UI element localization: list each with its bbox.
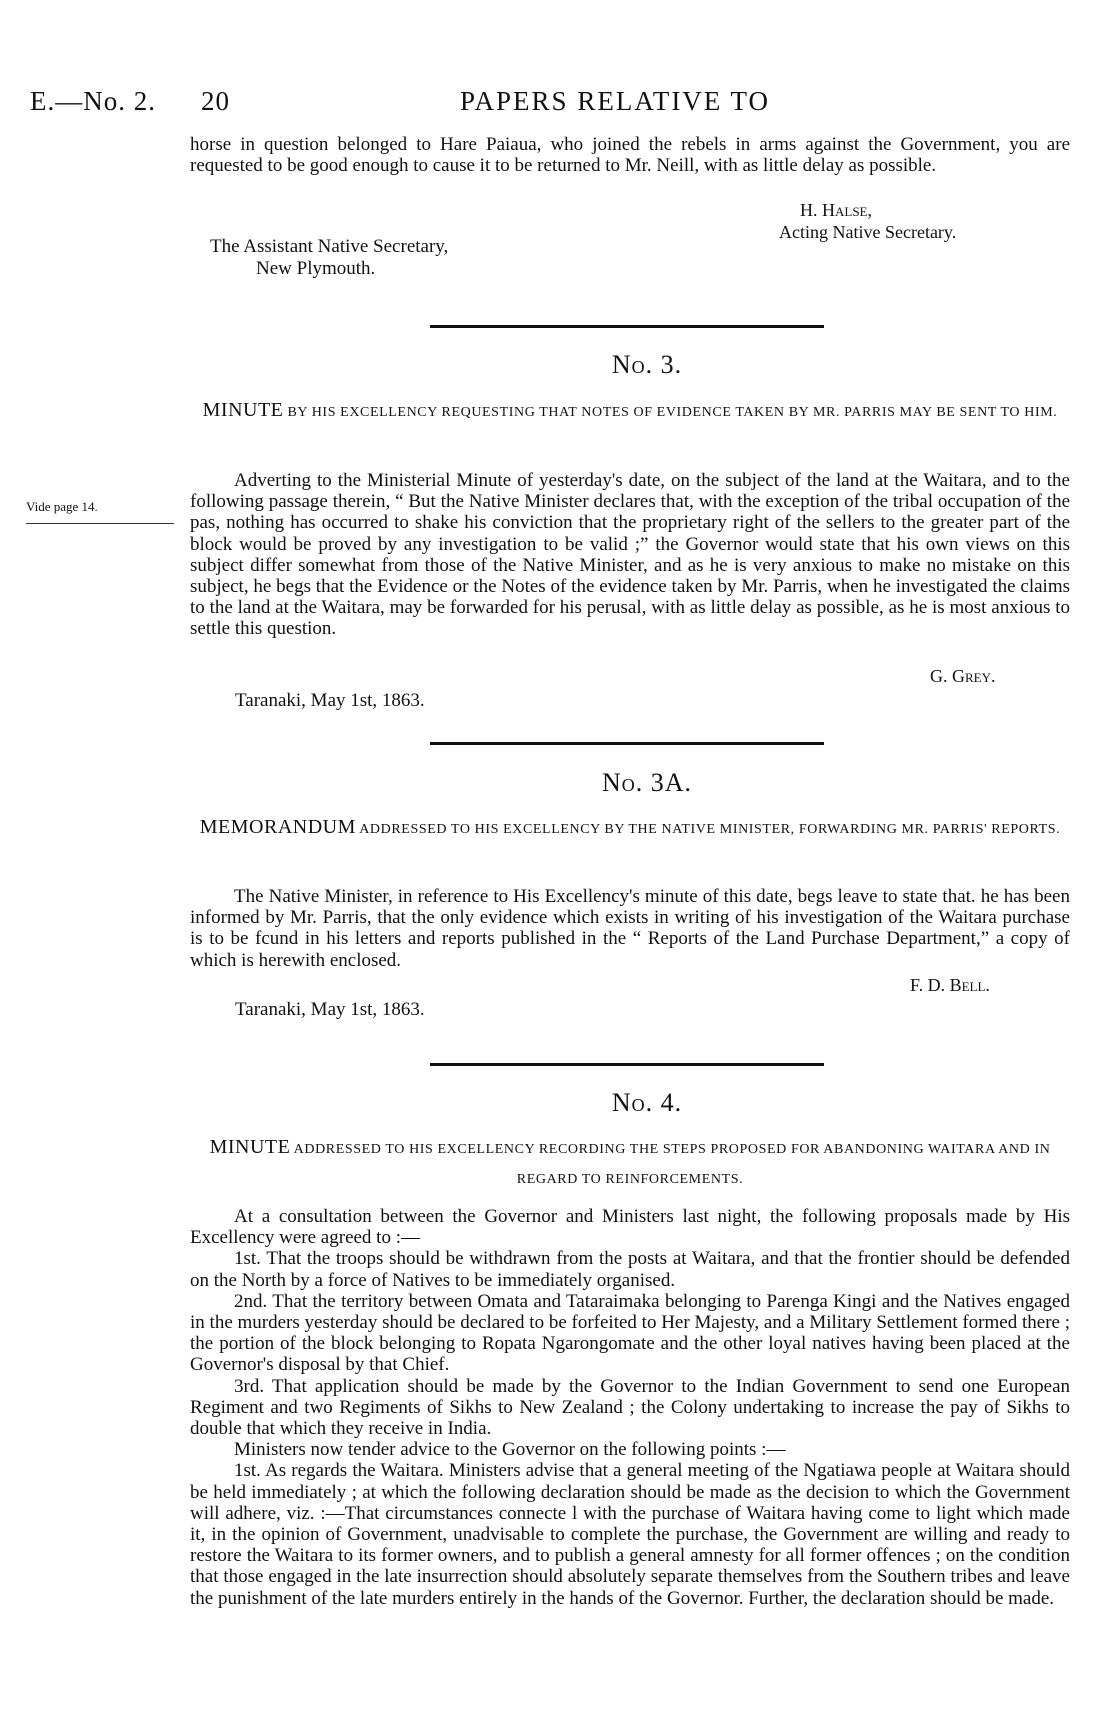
no4-paragraph: 1st. As regards the Waitara. Ministers advise that a general meeting of the Ngatiawa people at Waitara should be held immediately ; at which the following declaration should be made as the decision to which the Government will adhere, viz. :—That circumstances connecte l with the purchase of Waitara having come to light which made it, in the opinion of Government, unadvisable to complete the purchase, the Government are willing and ready to restore the Waitara to its former owners, and to publish a general amnesty for all former offences ; on the condition that those engaged in the late insurrection should absolutely separate themselves from the Southern tribes and leave the punishment of the late murders entirely in the hands of the Governor. Further, the declaration should be made. xyxy=(190,1460,1070,1609)
page-number: 20 xyxy=(201,86,230,116)
no4-body xyxy=(190,1206,1070,1609)
section-number-no4: No. 4. xyxy=(611,1088,683,1117)
heading-lead-word: MINUTE xyxy=(202,399,284,421)
running-title: PAPERS RELATIVE TO xyxy=(460,86,771,116)
no3a-body: The Native Minister, in reference to His Excellency's minute of this date, begs leave to state that. he has been informed by Mr. Parris, that the only evidence which exists in writing of his investigation of the Waitara purchase is to be fcund in his letters and reports published in the “ Reports of the Land Purchase Department,” a copy of which is herewith enclosed. xyxy=(190,886,1070,971)
section-divider xyxy=(430,325,824,328)
no4-paragraph: 1st. That the troops should be withdrawn from the posts at Waitara, and that the frontier should be defended on the North by a force of Natives to be immediately organised. xyxy=(190,1248,1070,1291)
no3-signature: G. Grey. xyxy=(930,666,996,686)
section-number-no3: No. 3. xyxy=(611,350,683,379)
section-divider xyxy=(430,1063,824,1066)
section-heading-no4 xyxy=(190,1132,1070,1195)
addressee-line-1: The Assistant Native Secretary, xyxy=(210,236,449,257)
heading-rest: ADDRESSED TO HIS EXCELLENCY RECORDING THE STEPS PROPOSED FOR ABANDONING WAITARA AND IN REGARD TO REINFORCEMENTS. xyxy=(290,1142,1051,1187)
no4-paragraph: Ministers now tender advice to the Governor on the following points :— xyxy=(234,1439,786,1461)
letter-signature-title: Acting Native Secretary. xyxy=(779,222,957,242)
no3a-place-date: Taranaki, May 1st, 1863. xyxy=(235,999,425,1020)
section-heading-no3 xyxy=(190,395,1070,428)
no3-body: Adverting to the Ministerial Minute of yesterday's date, on the subject of the land at the Waitara, and to the following passage therein, “ But the Native Minister declares that, with the exception of the tribal occupation of the pas, nothing has occurred to shake his conviction that the proprietary right of the sellers to the greater part of the block would be proved by any investigation to be valid ;” the Governor would state that his own views on this subject differ somewhat from those of the Native Minister, and as he is very anxious to make no mistake on this subject, he begs that the Evidence or the Notes of the evidence taken by Mr. Parris, when he investigated the claims to the land at the Waitara, may be forwarded for his perusal, with as little delay as possible, as he is most anxious to settle this question. xyxy=(190,470,1070,640)
no4-paragraph: 2nd. That the territory between Omata and Tataraimaka belonging to Parenga Kingi and the Natives engaged in the murders yesterday should be declared to be forfeited to Her Majesty, and a Military Settlement formed there ; the portion of the block belonging to Ropata Ngarongomate and the other loyal natives having been placed at the Governor's disposal by that Chief. xyxy=(190,1290,1070,1376)
section-divider xyxy=(430,742,824,745)
section-heading-no3a xyxy=(190,812,1070,845)
section-number-no3a: No. 3A. xyxy=(601,768,693,797)
no3-place-date: Taranaki, May 1st, 1863. xyxy=(235,690,425,711)
heading-rest: BY HIS EXCELLENCY REQUESTING THAT NOTES OF EVIDENCE TAKEN BY MR. PARRIS MAY BE SENT TO HIM. xyxy=(283,405,1058,420)
margin-note-rule xyxy=(26,523,174,524)
no4-paragraph: 3rd. That application should be made by the Governor to the Indian Government to send one European Regiment and two Regiments of Sikhs to New Zealand ; the Colony undertaking to increase the pay of Sikhs to double that which they receive in India. xyxy=(190,1375,1070,1440)
document-code: E.—No. 2. xyxy=(30,86,156,116)
heading-lead-word: MINUTE xyxy=(209,1136,291,1158)
addressee-line-2: New Plymouth. xyxy=(256,258,376,279)
letter-end-paragraph: horse in question belonged to Hare Paiaua, who joined the rebels in arms against the Government, you are requested to be good enough to cause it to be returned to Mr. Neill, with as little delay as possible. xyxy=(190,134,1070,177)
heading-lead-word: MEMORANDUM xyxy=(199,816,356,838)
letter-signature-name: H. Halse, xyxy=(800,200,872,220)
margin-note: Vide page 14. xyxy=(26,499,98,514)
heading-rest: ADDRESSED TO HIS EXCELLENCY BY THE NATIVE MINISTER, FORWARDING MR. PARRIS' REPORTS. xyxy=(355,822,1061,837)
no3a-signature: F. D. Bell. xyxy=(910,975,990,995)
no4-paragraph: At a consultation between the Governor and Ministers last night, the following proposals made by His Excellency were agreed to :— xyxy=(190,1206,1070,1249)
